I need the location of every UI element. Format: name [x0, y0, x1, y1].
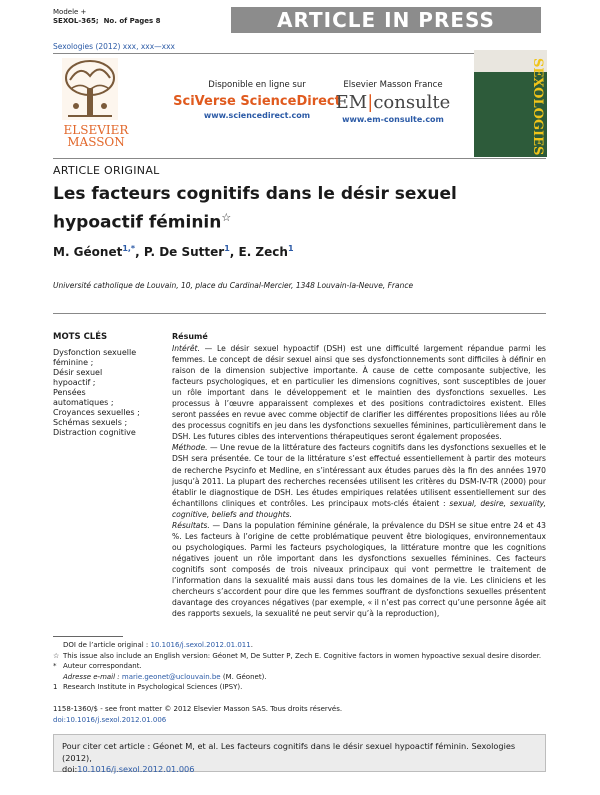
elsevier-tree-icon: [62, 58, 118, 120]
section-label: ARTICLE ORIGINAL: [53, 164, 160, 177]
corresponding-author-note: * Auteur correspondant.: [53, 662, 142, 671]
cover-title: SEXOLOGIES: [530, 58, 545, 156]
footnote-rule: [53, 636, 123, 637]
em-consulte-link[interactable]: www.em-consulte.com: [342, 115, 444, 124]
article-doi[interactable]: doi:10.1016/j.sexol.2012.01.006: [53, 715, 167, 724]
keyword-item: féminine ;: [53, 358, 94, 367]
em-label: Elsevier Masson France: [343, 80, 443, 90]
author-email-link[interactable]: marie.geonet@uclouvain.be: [121, 672, 221, 681]
journal-cover-thumbnail: [474, 50, 547, 157]
doi-original-link[interactable]: 10.1016/j.sexol.2012.01.011: [150, 641, 251, 649]
citation-text: Pour citer cet article : Géonet M, et al. Les facteurs cognitifs dans le désir sexuel hypoactif féminin. Sexologies (2012),: [62, 741, 516, 763]
abstract-heading: Résumé: [172, 332, 208, 341]
article-title: Les facteurs cognitifs dans le désir sexuel hypoactif féminin☆: [53, 184, 457, 233]
keyword-item: Schémas sexuels ;: [53, 418, 128, 427]
elsevier-masson-logo: [62, 58, 130, 156]
keyword-item: Croyances sexuelles ;: [53, 408, 140, 417]
abstract-resultats: Résultats. — Dans la population féminine générale, la prévalence du DSH se situe entre 24 et 43 %. Les facteurs à l’origine de cette problématique peuvent être biologiques, environnementaux ou psychologiques. Parmi les facteurs psychologiques, la littérature montre que les cognitions négatives jouent un rôle important dans les dysfonctions sexuelles féminines. Ces facteurs cognitifs sont composés de trois niveaux principaux qui vont permettre le traitement de l’information dans la sexualité mais aussi dans tous les domaines de la vie. Les cliniciens et les chercheurs s’accordent pour dire que les femmes souffrant de dysfonctions sexuelles présentent davantage des croyances négatives (par exemple, « il n’est pas correct qu’une personne âgée ait des rapports sexuels, la sexualité ne peut servir qu’à la reproduction),: [172, 520, 546, 619]
running-header-meta: [53, 8, 161, 26]
page-count: No. of Pages 8: [103, 17, 161, 25]
citation-box: Pour citer cet article : Géonet M, et al. Les facteurs cognitifs dans le désir sexuel hypoactif féminin. Sexologies (2012), doi:10.1016/j.sexol.2012.01.006: [53, 734, 546, 772]
masson-wordmark: MASSON: [67, 135, 125, 149]
keyword-item: Pensées: [53, 388, 86, 397]
em-consulte-logo: EM|consulte: [335, 92, 451, 113]
model-line: Modele +: [53, 8, 87, 16]
copyright-line: 1158-1360/$ - see front matter © 2012 Elsevier Masson SAS. Tous droits réservés.: [53, 705, 343, 713]
abstract: [172, 324, 546, 619]
affiliation-divider: [53, 313, 546, 314]
sciencedirect-link[interactable]: www.sciencedirect.com: [203, 111, 311, 120]
keywords-panel: [53, 324, 165, 438]
sciverse-logo: SciVerse ScienceDirect: [173, 94, 341, 109]
keyword-item: Dysfonction sexuelle: [53, 348, 137, 357]
keywords-heading: MOTS CLÉS: [53, 332, 108, 342]
article-in-press-banner: ARTICLE IN PRESS: [231, 7, 541, 33]
online-label: Disponible en ligne sur: [208, 80, 306, 90]
elsevier-wordmark: ELSEVIER: [63, 123, 129, 137]
email-note: Adresse e-mail : marie.geonet@uclouvain.be (M. Géonet).: [63, 672, 267, 681]
abstract-methode: Méthode. — Une revue de la littérature des facteurs cognitifs dans les dysfonctions sexuelles et le DSH sera présentée. Ce tour de la littérature s’est effectué essentiellement à partir des moteurs de recherche Psycinfo et Medline, en s’intéressant aux études parues dès la fin des années 1970 jusqu’à 2011. La plupart des recherches recensées utilisent les critères du DSM-IV-TR (2000) pour établir le diagnostique de DSH. Les études empiriques relatées utilisent essentiellement sur des échantillons cliniques et contrôles. Les principaux mots-clés étaient : sexual, desire, sexuality, cognitive, beliefs and thoughts.: [172, 443, 546, 519]
manuscript-ref: [53, 17, 161, 26]
author-list: M. Géonet$^{1,*}$, P. De Sutter$^1$, E. Zech$^1$: [53, 244, 294, 259]
header-divider: [53, 53, 546, 54]
abstract-interet: Intérêt. — Le désir sexuel hypoactif (DSH) est une difficulté largement répandue parmi les femmes. Le concept de désir sexuel ainsi que ses dysfonctionnements sont difficiles à définir en raison de la dimension subjective importante. À cause de cette composante subjective, les facteurs psychologiques, et en particulier les dimensions cognitives, sont susceptibles de jouer un rôle important dans le développement et le maintien des dysfonctions sexuelles. Les processus à l’œuvre apparaissent complexes et des positions contradictoires existent. Elles seront passées en revue avec comme objectif de clarifier les différentes propositions liées au rôle des processus cognitifs en jeu dans les dysfonctions sexuelles féminines, particulièrement dans le DSH. Les futures cibles des interventions thérapeutiques seront également proposées.: [172, 344, 546, 442]
manuscript-id: SEXOL-365;: [53, 17, 99, 25]
title-footnote-mark[interactable]: ☆: [221, 211, 232, 224]
affiliation: Université catholique de Louvain, 10, place du Cardinal-Mercier, 1348 Louvain-la-Neuve, France: [53, 281, 414, 290]
keyword-item: hypoactif ;: [53, 378, 96, 387]
affiliation-note: 1 Research Institute in Psychological Sciences (IPSY).: [53, 683, 243, 692]
keyword-item: Distraction cognitive: [53, 428, 136, 437]
doi-original-note: DOI de l’article original : 10.1016/j.sexol.2012.01.011.: [63, 641, 253, 649]
issn-block: [53, 704, 342, 725]
masthead-divider: [53, 158, 546, 159]
journal-reference: Sexologies (2012) xxx, xxx—xxx: [53, 42, 175, 51]
english-version-note: ☆ This issue also include an English version: Géonet M, De Sutter P, Zech E. Cognitive factors in women hypoactive sexual desire disorder.: [53, 651, 542, 660]
em-consulte-block: [318, 58, 468, 124]
footnotes: [53, 640, 546, 693]
keyword-item: automatiques ;: [53, 398, 114, 407]
keyword-item: Désir sexuel: [53, 368, 103, 377]
citation-doi-link[interactable]: 10.1016/j.sexol.2012.01.006: [77, 764, 195, 774]
